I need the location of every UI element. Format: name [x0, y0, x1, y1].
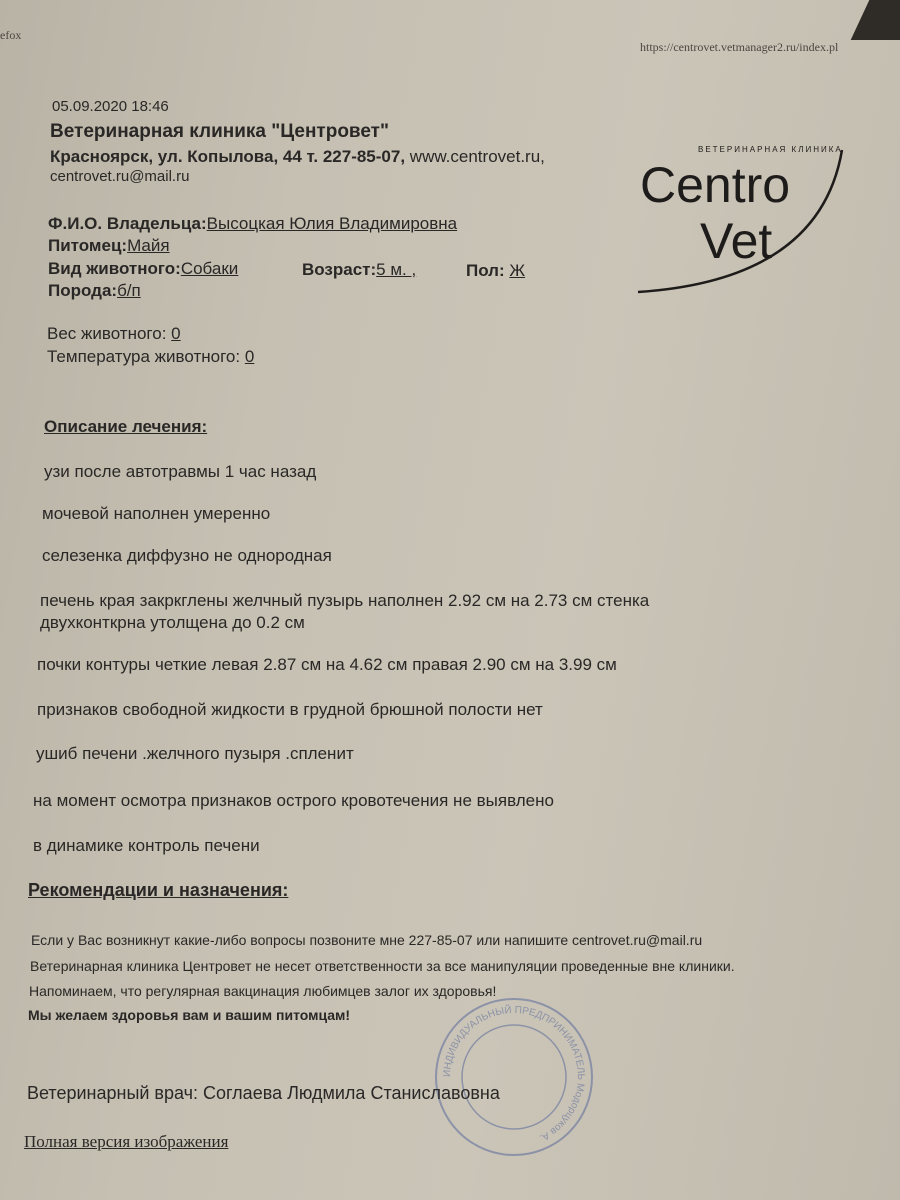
full-image-link[interactable]: Полная версия изображения: [24, 1132, 229, 1151]
treatment-line: печень края закркглены желчный пузырь наполнен 2.92 см на 2.73 см стенка: [40, 591, 650, 610]
logo-centro: Centro: [640, 157, 791, 213]
clinic-website: www.centrovet.ru,: [405, 147, 545, 166]
breed-row: Порода:б/п: [48, 281, 141, 300]
clinic-stamp: [432, 995, 597, 1160]
owner-value: Высоцкая Юлия Владимировна: [206, 214, 458, 233]
print-datetime: 05.09.2020 18:46: [52, 98, 169, 115]
breed-value: б/п: [117, 281, 141, 300]
recommendation-line: Мы желаем здоровья вам и вашим питомцам!: [28, 1007, 351, 1023]
recommendations-heading: Рекомендации и назначения:: [28, 880, 289, 900]
print-url: https://centrovet.vetmanager2.ru/index.pl: [640, 40, 839, 54]
pet-value: Майя: [127, 236, 170, 255]
sex-row: Пол: Ж: [466, 261, 526, 280]
sex-value: Ж: [509, 261, 526, 280]
treatment-line: мочевой наполнен умеренно: [42, 504, 271, 523]
treatment-line: ушиб печени .желчного пузыря .спленит: [36, 744, 354, 763]
owner-row: Ф.И.О. Владельца:Высоцкая Юлия Владимировна: [48, 214, 458, 233]
browser-name-fragment: efox: [0, 28, 22, 42]
temperature-value: 0: [244, 347, 255, 366]
treatment-line: почки контуры четкие левая 2.87 см на 4.62 см правая 2.90 см на 3.99 см: [37, 655, 617, 674]
species-value: Собаки: [180, 259, 239, 278]
logo-tagline: ВЕТЕРИНАРНАЯ КЛИНИКА: [698, 145, 843, 154]
logo-vet: Vet: [700, 213, 773, 269]
age-row: Возраст:5 м. ,: [302, 260, 417, 279]
recommendation-line: Если у Вас возникнут какие-либо вопросы позвоните мне 227-85-07 или напишите centrovet.ru@mail.ru: [31, 932, 703, 948]
age-value: 5 м. ,: [376, 260, 417, 279]
svg-text:ИНДИВИДУАЛЬНЫЙ ПРЕДПРИНИМАТЕЛЬ: [442, 1003, 586, 1143]
treatment-line: узи после автотравмы 1 час назад: [44, 462, 317, 481]
treatment-line: двухконткрна утолщена до 0.2 см: [40, 613, 305, 632]
treatment-line: селезенка диффузно не однородная: [42, 546, 332, 565]
clinic-contacts: [50, 147, 545, 167]
pet-row: Питомец:Майя: [48, 236, 170, 255]
recommendation-line: Ветеринарная клиника Центровет не несет ответственности за все манипуляции проведенные вне клиники.: [30, 958, 735, 974]
centrovet-logo: [630, 130, 870, 300]
clinic-address: Красноярск, ул. Копылова, 44 т. 227-85-07,: [50, 147, 406, 166]
page-fold: [851, 0, 900, 40]
clinic-email: centrovet.ru@mail.ru: [50, 168, 190, 185]
treatment-line: признаков свободной жидкости в грудной брюшной полости нет: [37, 700, 543, 719]
treatment-line: на момент осмотра признаков острого кровотечения не выявлено: [33, 791, 554, 810]
treatment-heading: Описание лечения:: [44, 417, 208, 436]
doctor-signature-line: Ветеринарный врач: Соглаева Людмила Станиславовна: [27, 1083, 500, 1103]
stamp-text: ИНДИВИДУАЛЬНЫЙ ПРЕДПРИНИМАТЕЛЬ Модорцуков А.: [441, 1004, 587, 1144]
clinic-name: Ветеринарная клиника "Центровет": [50, 121, 389, 142]
species-row: Вид животного:Собаки: [48, 259, 239, 278]
recommendation-line: Напоминаем, что регулярная вакцинация любимцев залог их здоровья!: [29, 983, 497, 999]
treatment-line: в динамике контроль печени: [33, 836, 260, 855]
weight-row: Вес животного: 0: [47, 324, 181, 343]
weight-value: 0: [171, 324, 181, 343]
temperature-row: Температура животного: 0: [47, 347, 255, 366]
